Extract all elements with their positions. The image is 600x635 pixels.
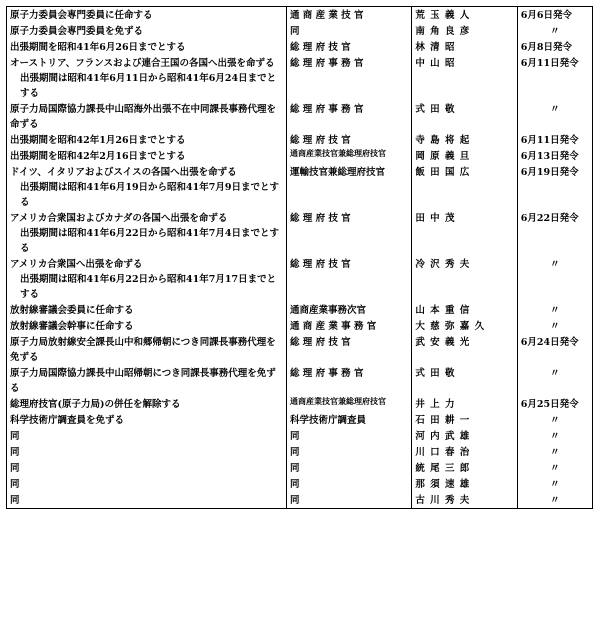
post-cell: [286, 412, 411, 428]
issue-date: 6月11日発令: [520, 58, 579, 69]
post-text: 総 理 府 事 務 官: [289, 368, 364, 379]
table-row: [7, 444, 593, 460]
post-text: 同: [289, 479, 300, 490]
name-cell: [412, 302, 517, 318]
post-text: 総 理 府 事 務 官: [289, 104, 364, 115]
issue-date: 6月13日発令: [520, 151, 579, 162]
name-cell: [412, 444, 517, 460]
action-cell: [7, 23, 287, 39]
post-cell: [286, 476, 411, 492]
name-cell: [412, 55, 517, 101]
table-row: [7, 256, 593, 302]
issue-date: 6月19日発令: [520, 167, 579, 178]
post-cell: [286, 396, 411, 412]
issue-date: 〃: [550, 305, 560, 316]
name-cell: [412, 428, 517, 444]
post-cell: [286, 164, 411, 210]
action-cell: [7, 210, 287, 256]
table-row: [7, 101, 593, 132]
action-text: 同: [10, 495, 20, 506]
date-cell: [517, 148, 592, 164]
post-cell: [286, 318, 411, 334]
table-row: [7, 460, 593, 476]
name-cell: [412, 101, 517, 132]
post-cell: [286, 23, 411, 39]
action-text: 同: [10, 463, 20, 474]
post-text: 総 理 府 技 官: [289, 42, 351, 53]
action-cell: [7, 396, 287, 412]
action-text: 同: [10, 447, 20, 458]
post-text: 通 商 産 業 技 官: [289, 10, 364, 21]
post-text: 総 理 府 事 務 官: [289, 58, 364, 69]
action-cell: [7, 412, 287, 428]
name-cell: [412, 23, 517, 39]
action-text: 出張期間を昭和42年1月26日までとする: [10, 135, 186, 146]
post-cell: [286, 460, 411, 476]
action-cell: [7, 302, 287, 318]
personnel-table: [6, 6, 593, 509]
name-cell: [412, 164, 517, 210]
person-name: 川 口 春 治: [415, 447, 471, 458]
action-text: ドイツ、イタリアおよびスイスの各国へ出張を命ずる: [10, 167, 237, 178]
issue-date: 〃: [550, 463, 560, 474]
name-cell: [412, 318, 517, 334]
post-text: 総 理 府 技 官: [289, 259, 351, 270]
action-text: 原子力局国際協力課長中山昭帰朝につき同課長事務代理を免ずる: [10, 368, 276, 394]
person-name: 田 中 茂: [415, 213, 456, 224]
person-name: 中 山 昭: [415, 58, 456, 69]
post-cell: [286, 302, 411, 318]
post-cell: [286, 492, 411, 509]
issue-date: 6月6日発令: [520, 10, 572, 21]
name-cell: [412, 256, 517, 302]
table-row: [7, 428, 593, 444]
post-cell: [286, 210, 411, 256]
date-cell: [517, 318, 592, 334]
action-text: 放射線審議会委員に任命する: [10, 305, 134, 316]
table-row: [7, 334, 593, 365]
action-cell: [7, 256, 287, 302]
post-text: 通商産業技官兼総理府技官: [289, 396, 386, 406]
person-name: 山 本 重 信: [415, 305, 471, 316]
table-row: [7, 302, 593, 318]
action-cell: [7, 444, 287, 460]
date-cell: [517, 460, 592, 476]
period-note: 出張期間は昭和41年6月11日から昭和41年6月24日までとする: [20, 73, 277, 99]
person-name: 石 田 耕 一: [415, 415, 471, 426]
issue-date: 〃: [550, 259, 560, 270]
issue-date: 〃: [550, 104, 560, 115]
post-text: 総 理 府 技 官: [289, 213, 351, 224]
name-cell: [412, 7, 517, 24]
person-name: 統 尾 三 郎: [415, 463, 471, 474]
name-cell: [412, 365, 517, 396]
name-cell: [412, 476, 517, 492]
post-text: 同: [289, 495, 300, 506]
issue-date: 6月11日発令: [520, 135, 579, 146]
action-cell: [7, 492, 287, 509]
name-cell: [412, 210, 517, 256]
issue-date: 6月25日発令: [520, 399, 579, 410]
person-name: 飯 田 国 広: [415, 167, 471, 178]
personnel-table-body: [7, 7, 593, 509]
table-row: [7, 210, 593, 256]
date-cell: [517, 396, 592, 412]
action-text: アメリカ合衆国およびカナダの各国へ出張を命ずる: [10, 213, 228, 224]
post-text: 総 理 府 技 官: [289, 135, 351, 146]
date-cell: [517, 132, 592, 148]
period-note: 出張期間は昭和41年6月22日から昭和41年7月4日までとする: [20, 228, 279, 254]
person-name: 岡 原 義 旦: [415, 151, 471, 162]
date-cell: [517, 256, 592, 302]
table-row: [7, 396, 593, 412]
action-text: 放射線審議会幹事に任命する: [10, 321, 134, 332]
date-cell: [517, 428, 592, 444]
post-text: 同: [289, 447, 300, 458]
action-text: 科学技術庁調査員を免ずる: [10, 415, 125, 426]
issue-date: 〃: [550, 479, 560, 490]
action-text: 原子力局放射線安全課長山中和郷帰朝につき同課長事務代理を免ずる: [10, 337, 276, 363]
action-text: 原子力委員会専門委員に任命する: [10, 10, 153, 21]
date-cell: [517, 476, 592, 492]
name-cell: [412, 412, 517, 428]
post-cell: [286, 39, 411, 55]
action-cell: [7, 428, 287, 444]
post-text: 同: [289, 431, 300, 442]
table-row: [7, 39, 593, 55]
date-cell: [517, 412, 592, 428]
post-cell: [286, 148, 411, 164]
name-cell: [412, 132, 517, 148]
post-cell: [286, 334, 411, 365]
action-cell: [7, 39, 287, 55]
action-cell: [7, 101, 287, 132]
action-cell: [7, 334, 287, 365]
post-cell: [286, 7, 411, 24]
date-cell: [517, 23, 592, 39]
action-cell: [7, 55, 287, 101]
date-cell: [517, 444, 592, 460]
action-text: アメリカ合衆国へ出張を命ずる: [10, 259, 143, 270]
name-cell: [412, 492, 517, 509]
issue-date: 〃: [550, 431, 560, 442]
action-cell: [7, 476, 287, 492]
date-cell: [517, 55, 592, 101]
issue-date: 6月24日発令: [520, 337, 579, 348]
person-name: 林 清 昭: [415, 42, 456, 53]
table-row: [7, 492, 593, 509]
person-name: 冷 沢 秀 夫: [415, 259, 471, 270]
issue-date: 〃: [550, 368, 560, 379]
post-cell: [286, 428, 411, 444]
person-name: 古 川 秀 夫: [415, 495, 471, 506]
action-cell: [7, 164, 287, 210]
post-cell: [286, 256, 411, 302]
table-row: [7, 132, 593, 148]
post-text: 運輸技官兼総理府技官: [289, 167, 385, 178]
table-row: [7, 164, 593, 210]
name-cell: [412, 334, 517, 365]
action-cell: [7, 318, 287, 334]
issue-date: 〃: [550, 495, 560, 506]
date-cell: [517, 210, 592, 256]
issue-date: 6月8日発令: [520, 42, 572, 53]
issue-date: 〃: [550, 447, 560, 458]
post-text: 通商産業技官兼総理府技官: [289, 148, 386, 158]
date-cell: [517, 7, 592, 24]
date-cell: [517, 365, 592, 396]
post-text: 総 理 府 技 官: [289, 337, 351, 348]
table-row: [7, 148, 593, 164]
issue-date: 〃: [550, 415, 560, 426]
name-cell: [412, 148, 517, 164]
name-cell: [412, 396, 517, 412]
action-text: 原子力委員会専門委員を免ずる: [10, 26, 144, 37]
table-row: [7, 318, 593, 334]
name-cell: [412, 39, 517, 55]
table-row: [7, 412, 593, 428]
issue-date: 〃: [550, 321, 560, 332]
action-cell: [7, 460, 287, 476]
issue-date: 6月22日発令: [520, 213, 579, 224]
post-cell: [286, 55, 411, 101]
person-name: 荒 玉 義 人: [415, 10, 471, 21]
date-cell: [517, 101, 592, 132]
period-note: 出張期間は昭和41年6月22日から昭和41年7月17日までとする: [20, 274, 277, 300]
person-name: 井 上 力: [415, 399, 456, 410]
action-text: 原子力局国際協力課長中山昭海外出張不在中同課長事務代理を命ずる: [10, 104, 277, 130]
date-cell: [517, 164, 592, 210]
table-row: [7, 23, 593, 39]
action-cell: [7, 365, 287, 396]
person-name: 式 田 敬: [415, 368, 456, 379]
table-row: [7, 365, 593, 396]
date-cell: [517, 39, 592, 55]
person-name: 南 角 良 彦: [415, 26, 471, 37]
table-row: [7, 476, 593, 492]
person-name: 武 安 義 光: [415, 337, 471, 348]
action-cell: [7, 7, 287, 24]
action-text: 総理府技官(原子力局)の併任を解除する: [10, 399, 181, 410]
post-cell: [286, 444, 411, 460]
post-text: 同: [289, 463, 300, 474]
name-cell: [412, 460, 517, 476]
post-cell: [286, 101, 411, 132]
action-text: 出張期間を昭和41年6月26日までとする: [10, 42, 186, 53]
date-cell: [517, 302, 592, 318]
person-name: 河 内 武 雄: [415, 431, 471, 442]
person-name: 大 慈 弥 嘉 久: [415, 321, 486, 332]
action-text: 出張期間を昭和42年2月16日までとする: [10, 151, 186, 162]
post-text: 科学技術庁調査員: [289, 415, 366, 426]
table-row: [7, 7, 593, 24]
person-name: 寺 島 将 起: [415, 135, 471, 146]
table-row: [7, 55, 593, 101]
issue-date: 〃: [550, 26, 560, 37]
action-text: オーストリア、フランスおよび連合王国の各国へ出張を命ずる: [10, 58, 275, 69]
period-note: 出張期間は昭和41年6月19日から昭和41年7月9日までとする: [20, 182, 279, 208]
action-cell: [7, 132, 287, 148]
action-text: 同: [10, 431, 20, 442]
person-name: 那 須 速 雄: [415, 479, 471, 490]
action-cell: [7, 148, 287, 164]
post-text: 通 商 産 業 事 務 官: [289, 321, 377, 332]
post-text: 同: [289, 26, 300, 37]
date-cell: [517, 334, 592, 365]
post-cell: [286, 365, 411, 396]
action-text: 同: [10, 479, 20, 490]
date-cell: [517, 492, 592, 509]
post-text: 通商産業事務次官: [289, 305, 366, 316]
person-name: 式 田 敬: [415, 104, 456, 115]
post-cell: [286, 132, 411, 148]
